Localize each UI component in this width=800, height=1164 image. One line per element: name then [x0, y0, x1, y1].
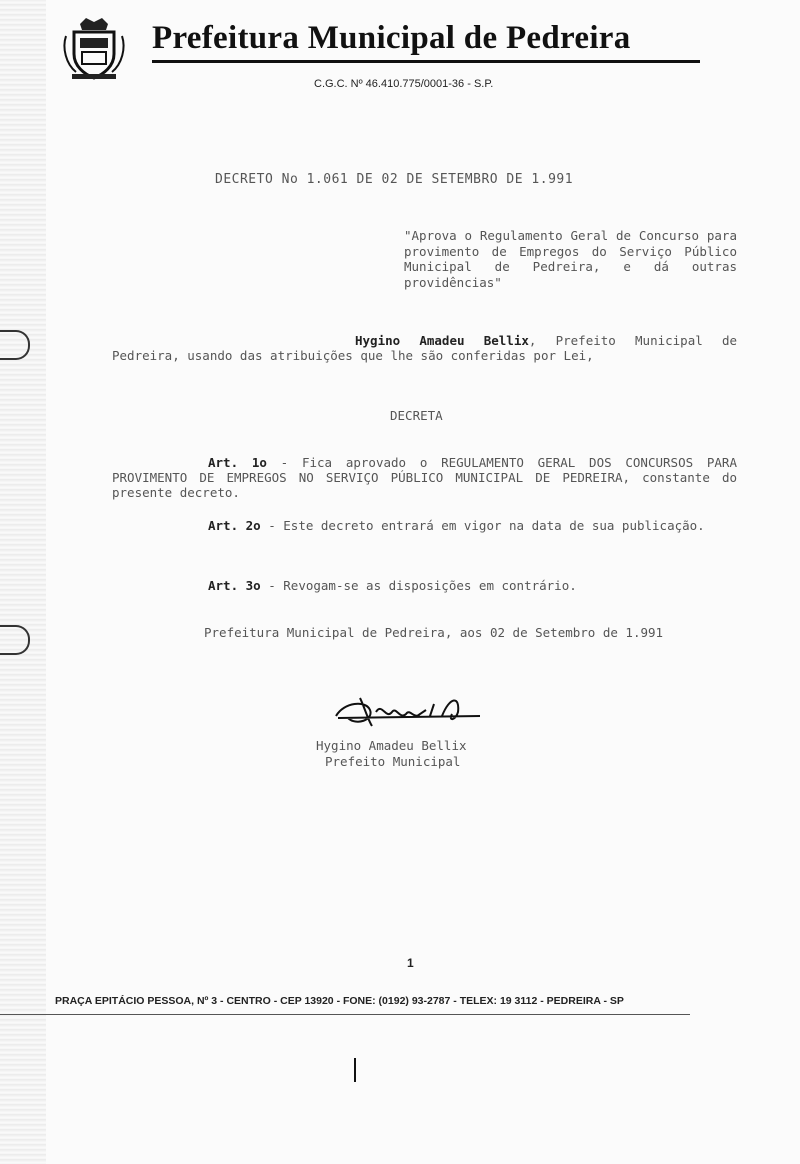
- coat-of-arms-icon: [60, 14, 128, 82]
- title-underline: [152, 60, 700, 63]
- binder-hole: [0, 330, 30, 360]
- article-text: - Revogam-se as disposições em contrário.: [260, 578, 577, 593]
- binder-hole: [0, 625, 30, 655]
- article-1: [112, 455, 737, 500]
- article-3: [112, 578, 737, 593]
- signatory-role: Prefeito Municipal: [325, 754, 461, 769]
- decree-title: DECRETO No 1.061 DE 02 DE SETEMBRO DE 1.991: [215, 172, 574, 187]
- footer-divider: [0, 1014, 690, 1015]
- decree-summary: "Aprova o Regulamento Geral de Concurso para provimento de Empregos do Serviço Público Municipal de Pedreira, e dá outras providências": [404, 228, 737, 290]
- article-label: Art. 2o: [208, 518, 261, 533]
- footer-address: PRAÇA EPITÁCIO PESSOA, Nº 3 - CENTRO - CEP 13920 - FONE: (0192) 93-2787 - TELEX: 19 3112 - PEDREIRA - SP: [55, 995, 624, 1007]
- signatory-name: Hygino Amadeu Bellix: [316, 738, 467, 753]
- closing-paragraph: Prefeitura Municipal de Pedreira, aos 02 de Setembro de 1.991: [204, 625, 664, 640]
- scan-edge-noise: [0, 0, 46, 1164]
- article-label: Art. 3o: [208, 578, 261, 593]
- scan-mark: [354, 1058, 356, 1082]
- preamble-text: , Prefeito Municipal de Pedreira, usando das atribuições que lhe são conferidas por Lei,: [112, 333, 737, 363]
- preamble-paragraph: [112, 333, 737, 363]
- signature-icon: [330, 686, 500, 734]
- article-2: [112, 518, 737, 533]
- page-number: 1: [407, 956, 414, 970]
- article-label: Art. 1o: [208, 455, 267, 470]
- mayor-name: Hygino Amadeu Bellix: [355, 333, 529, 348]
- decreta-heading: DECRETA: [390, 408, 443, 423]
- cgc-number: C.G.C. Nº 46.410.775/0001-36 - S.P.: [314, 78, 494, 90]
- article-text: - Este decreto entrará em vigor na data de sua publicação.: [260, 518, 705, 533]
- institution-title: Prefeitura Municipal de Pedreira: [152, 20, 631, 56]
- article-text: - Fica aprovado o REGULAMENTO GERAL DOS CONCURSOS PARA PROVIMENTO DE EMPREGOS NO SERVIÇO PÚBLICO MUNICIPAL DE PEDREIRA, constante do presente decreto.: [112, 455, 737, 500]
